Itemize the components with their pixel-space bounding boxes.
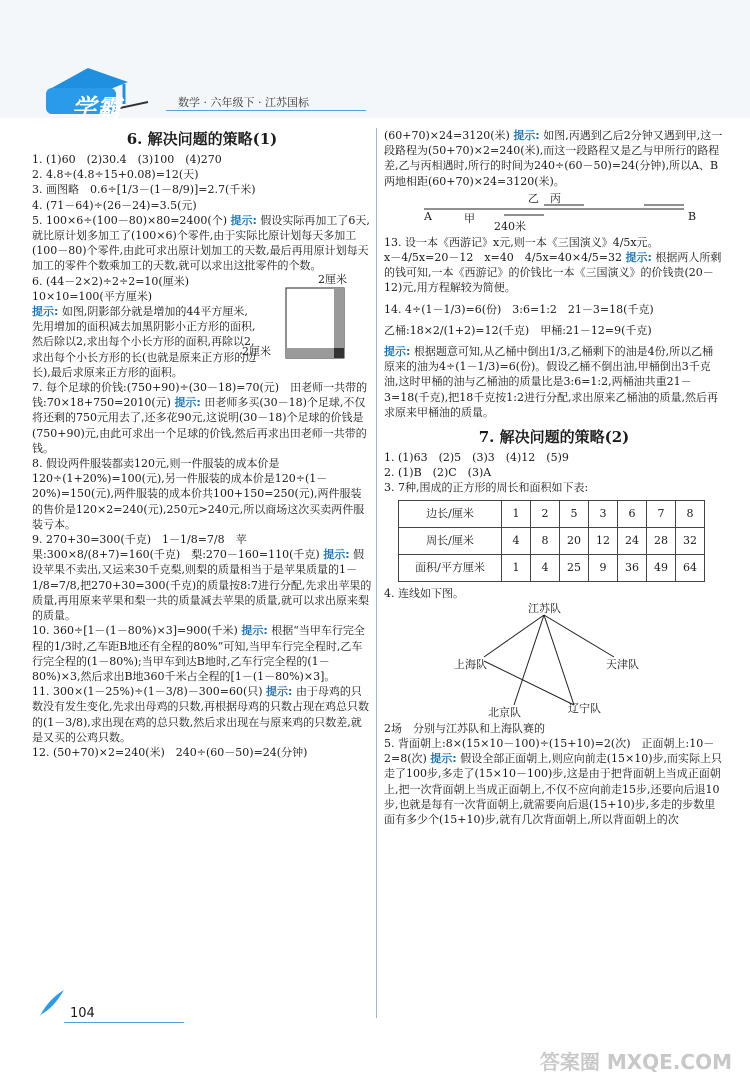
watermark: 答案圈 MXQE.COM [539, 1050, 732, 1074]
footer-rule [64, 1022, 184, 1023]
answer-11-hint: 由于母鸡的只数没有发生变化,先求出母鸡的只数,再根据母鸡的只数占现在鸡总只数的(1－3/8),求出现在鸡的总只数,然后求出现在与原来鸡的只数差,就是又买的公鸡只数。 [32, 685, 369, 744]
answer-12: 12. (50+70)×2=240(米) 240÷(60－50)=24(分钟) [32, 745, 308, 759]
answer-10-eq: 10. 360÷[1－(1－80%)×3]=900(千米) [32, 624, 238, 638]
table-cell: 12 [589, 527, 618, 554]
answer-13-eq [384, 250, 724, 296]
answer-7 [32, 380, 372, 456]
table-cell: 8 [676, 500, 705, 527]
point-jia-label: 甲 [464, 211, 475, 225]
table-cell: 4 [531, 554, 560, 581]
left-column [32, 128, 372, 760]
table-cell: 49 [647, 554, 676, 581]
team-shanghai: 上海队 [454, 657, 487, 671]
answer-6-eq2: 10×10=100(平方厘米) [32, 289, 153, 303]
right-column [384, 128, 724, 827]
section-title-6: 6. 解决问题的策略(1) [126, 130, 278, 148]
table-row [399, 527, 705, 554]
answer-9 [32, 532, 372, 623]
point-a-label: A [424, 209, 432, 223]
point-yi-label: 乙 [528, 191, 539, 205]
answer-13-hint: 根据两人所剩的钱可知,一本《西游记》的价钱比一本《三国演义》的价钱贵(20－12)元,用方程解较为简便。 [384, 251, 722, 295]
answer-5-hint: 假设实际再加工了6天,就比原计划多加工了(100×6)个零件,由于实际比原计划每天多加工(100－80)个零件,由此可求出原计划加工的天数,最后再用原计划每天加工的零件个数乘加工的天数,就可以求出这批零件的个数。 [32, 213, 370, 273]
answer-14-hint-block [384, 344, 724, 420]
feather-icon [36, 988, 66, 1018]
answer-6-eq1: 6. (44－2×2)÷2÷2=10(厘米) [32, 274, 190, 288]
table-cell: 2 [531, 500, 560, 527]
hint-label: 提示: [323, 548, 350, 562]
answer-12-eq: (60+70)×24=3120(米) [384, 129, 510, 142]
column-divider [376, 128, 377, 1018]
answer-11 [32, 684, 372, 745]
answer-4: 4. (71－64)÷(26－24)=3.5(元) [32, 198, 197, 212]
table-cell: 28 [647, 527, 676, 554]
table-cell: 25 [560, 554, 589, 581]
answer-s2-3: 3. 7种,围成的正方形的周长和面积如下表: [384, 481, 589, 495]
line-diagram [384, 189, 724, 235]
table-cell: 6 [618, 500, 647, 527]
answer-5-eq: 5. 100×6÷(100－80)×80=2400(个) [32, 213, 228, 227]
answer-12-cont [384, 128, 724, 189]
answer-6 [32, 274, 372, 380]
answer-14-hint: 根据题意可知,从乙桶中倒出1/3,乙桶剩下的油是4份,所以乙桶原来的油为4÷(1－1/3)=6(份)。假设乙桶不倒出油,甲桶倒出3千克油,这时甲桶的油与乙桶油的质量比是3:6=1:2,两桶油共重21－3=18(千克),把18千克按1:2进行分配,求出原来乙桶油的质量,然后再求原来甲桶油的质量。 [384, 345, 718, 419]
table-cell: 8 [531, 527, 560, 554]
answer-10 [32, 623, 372, 684]
distance-label: 240米 [494, 219, 526, 233]
hint-label: 提示: [230, 213, 257, 227]
answer-5 [32, 213, 372, 274]
answer-3: 3. 画图略 0.6÷[1/3－(1－8/9)]=2.7(千米) [32, 183, 256, 197]
answer-s2-2: 2. (1)B (2)C (3)A [384, 466, 492, 480]
row-header: 面积/平方厘米 [399, 554, 502, 581]
page-number: 104 [70, 1006, 95, 1021]
row-header: 周长/厘米 [399, 527, 502, 554]
answer-13-equation: x－4/5x=20－12 x=40 4/5x=40×4/5=32 [384, 251, 622, 265]
table-cell: 9 [589, 554, 618, 581]
answer-14-b: 乙桶:18×2/(1+2)=12(千克) 甲桶:21－12=9(千克) [384, 323, 652, 337]
table-cell: 24 [618, 527, 647, 554]
hint-label: 提示: [384, 345, 411, 359]
team-jiangsu: 江苏队 [528, 601, 561, 615]
table-row [399, 554, 705, 581]
answer-s2-1: 1. (1)63 (2)5 (3)3 (4)12 (5)9 [384, 451, 569, 465]
answer-14: 14. 4÷(1－1/3)=6(份) 3:6=1:2 21－3=18(千克) [384, 302, 654, 316]
table-cell: 32 [676, 527, 705, 554]
header-rule [166, 110, 366, 111]
answer-1: 1. (1)60 (2)30.4 (3)100 (4)270 [32, 153, 222, 166]
book-subject: 数学 · 六年级下 · 江苏国标 [178, 96, 309, 109]
table-cell: 3 [589, 500, 618, 527]
row-header: 边长/厘米 [399, 500, 502, 527]
answer-s2-5-eq: 5. 背面朝上:8×(15×10－100)÷(15+10)=2(次) 正面朝上:10－2=8(次) [384, 737, 715, 766]
table-cell: 1 [502, 554, 531, 581]
answer-7-hint: 田老师多买(30－18)个足球,不仅将还剩的750元用去了,还多花90元,这说明(30－18)个足球的价钱是(750+90)元,由此可求出一个足球的价钱,然后再求出田老师一共带的钱。 [32, 396, 367, 455]
table-row [399, 500, 705, 527]
table-cell: 1 [502, 500, 531, 527]
answer-9-hint: 假设苹果不卖出,又运来30千克梨,则梨的质量相当于是苹果质量的1－1/8=7/8,把270+30=300(千克)的质量按8:7进行分配,先求出苹果的质量,再用原来苹果和梨一共的质量减去苹果的质量,就可以求出原来梨的质量。 [32, 548, 372, 623]
square-table [398, 500, 705, 582]
hint-label: 提示: [513, 129, 540, 142]
answer-s2-5-hint: 假设全部正面朝上,则应向前走(15×10)步,而实际上只走了100步,多走了(15×10－100)步,这是由于把背面朝上当成正面朝上,把一次背面朝上当成正面朝上,不仅不应向前走15步,还要向后退10步,也就是每有一次背面朝上,就需要向后退(15+10)步,多走的步数里面有多少个(15+10)步,就有几次背面朝上,所以背面朝上的次 [384, 752, 722, 827]
table-cell: 4 [502, 527, 531, 554]
hint-label: 提示: [625, 251, 652, 265]
table-cell: 20 [560, 527, 589, 554]
answer-s2-4: 4. 连线如下图。 [384, 586, 464, 600]
team-tianjin: 天津队 [606, 657, 639, 671]
answer-10-hint: 根据“当甲车行完全程的1/3时,乙车距B地还有全程的80%”可知,当甲车行完全程时,乙车行完全程的(1－80%);当甲车到达B地时,乙车行完全程的(1－80%)×3,然后求出B地360千米占全程的[1－(1－80%)×3]。 [32, 624, 365, 683]
section-title-7: 7. 解决问题的策略(2) [478, 428, 630, 447]
point-b-label: B [688, 209, 697, 223]
square-figure [242, 272, 372, 374]
table-cell: 36 [618, 554, 647, 581]
team-beijing: 北京队 [488, 705, 521, 719]
team-network-diagram [384, 601, 724, 721]
answer-7-eq: 7. 每个足球的价钱:(750+90)÷(30－18)=70(元) 田老师一共带的钱:70×18+750=2010(元) [32, 381, 368, 410]
answer-13: 13. 设一本《西游记》x元,则一本《三国演义》4/5x元。 [384, 235, 659, 249]
figure-label-left: 2厘米 [242, 344, 271, 358]
hint-label: 提示: [32, 305, 59, 319]
hint-label: 提示: [266, 685, 293, 699]
hint-label: 提示: [241, 624, 268, 638]
team-liaoning: 辽宁队 [568, 701, 601, 715]
answer-s2-5 [384, 736, 724, 827]
brand-logo-text: 学霸 [72, 94, 122, 122]
hint-label: 提示: [430, 752, 457, 766]
answer-6-hint: 如图,阴影部分就是增加的44平方厘米,先用增加的面积减去加黑阴影小正方形的面积,然后除以2,求出每个小长方形的面积,再除以2,求出每个小长方形的长(也就是原来正方形的边长),最后求原来正方形的面积。 [32, 305, 257, 379]
answer-8: 8. 假设两件服装都卖120元,则一件服装的成本价是120÷(1+20%)=100(元),另一件服装的成本价是120÷(1－20%)=150(元),两件服装的成本价共100+150=250(元),两件服装的售价是120×2=240(元),250元>240元,所以商场这次买卖两件服装亏本。 [32, 457, 365, 531]
hint-label: 提示: [174, 396, 201, 410]
table-cell: 64 [676, 554, 705, 581]
point-bing-label: 丙 [550, 191, 561, 205]
table-cell: 5 [560, 500, 589, 527]
answer-11-eq: 11. 300×(1－25%)÷(1－3/8)－300=60(只) [32, 685, 263, 699]
figure-label-top: 2厘米 [318, 272, 347, 286]
team-network-lines [384, 601, 724, 721]
answer-2: 2. 4.8÷(4.8÷15+0.08)=12(天) [32, 168, 199, 182]
table-cell: 7 [647, 500, 676, 527]
answer-9-eq: 9. 270+30=300(千克) 1－1/8=7/8 苹果:300×8/(8+7)=160(千克) 梨:270－160=110(千克) [32, 533, 320, 562]
answer-12-hint: 如图,丙遇到乙后2分钟又遇到甲,这一段路程为(50+70)×2=240(米),而这一段路程又是乙与甲所行的路程差,乙与丙相遇时,所行的时间为240÷(60－50)=24(分钟),所以A、B两地相距(60+70)×24=3120(米)。 [384, 129, 723, 188]
answer-s2-4-text: 2场 分别与江苏队和上海队赛的 [384, 721, 545, 735]
